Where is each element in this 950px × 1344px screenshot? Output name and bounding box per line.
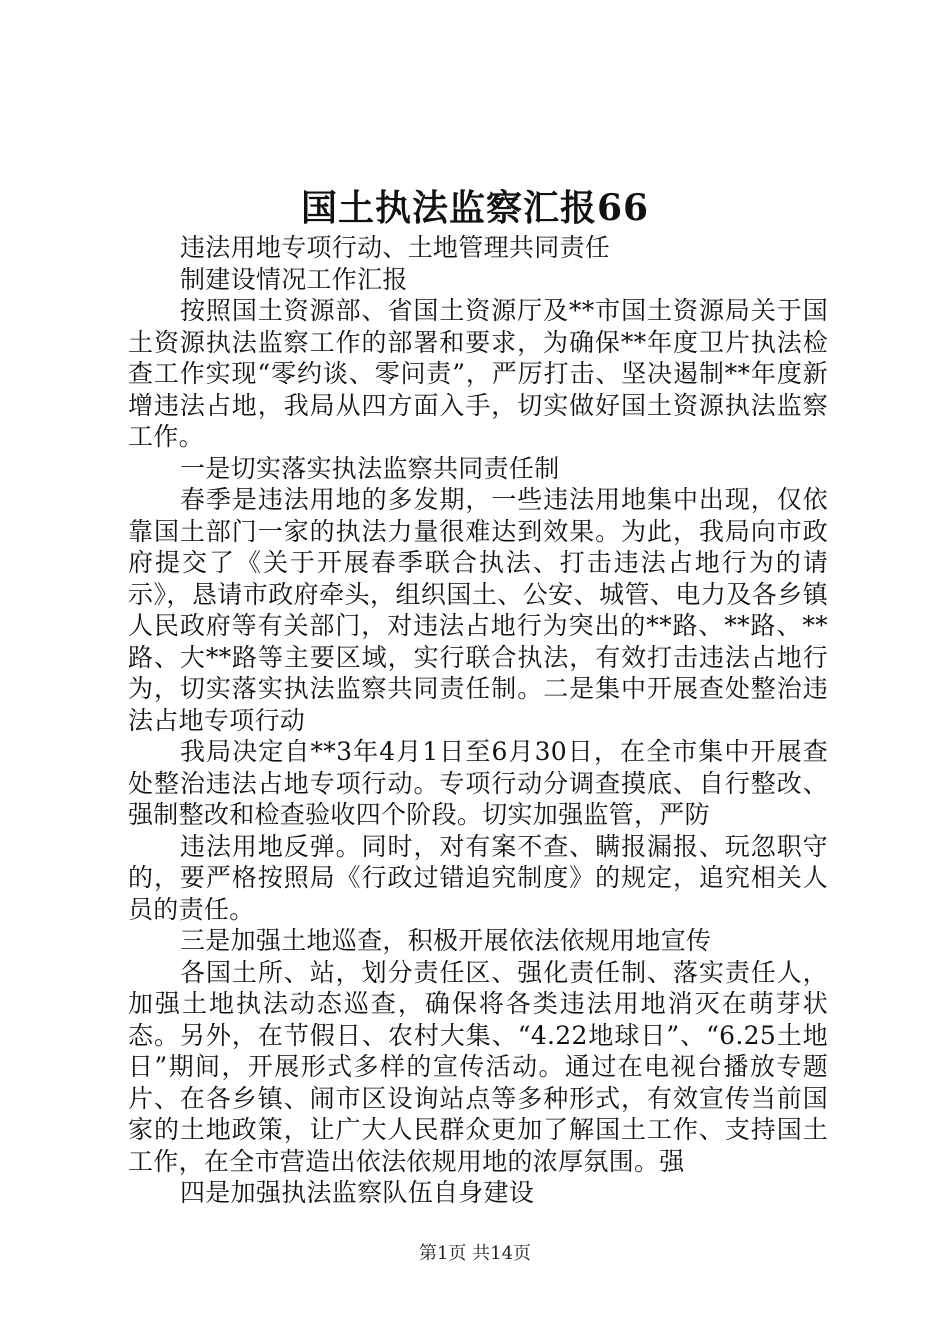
paragraph: 春季是违法用地的多发期，一些违法用地集中出现，仅依靠国土部门一家的执法力量很难达到效果。为此，我局向市政府提交了《关于开展春季联合执法、打击违法占地行为的请示》，恳请市政府牵头，组织国土、公安、城管、电力及各乡镇人民政府等有关部门，对违法占地行为突出的**路、**路、**路、大**路等主要区域，实行联合执法，有效打击违法占地行为，切实落实执法监察共同责任制。二是集中开展查处整治违法占地专项行动 (128, 485, 828, 735)
document-body (128, 232, 828, 1209)
paragraph: 按照国土资源部、省国土资源厅及**市国土资源局关于国土资源执法监察工作的部署和要求，为确保**年度卫片执法检查工作实现“零约谈、零问责”，严厉打击、坚决遏制**年度新增违法占地，我局从四方面入手，切实做好国土资源执法监察工作。 (128, 296, 828, 451)
paragraph: 制建设情况工作汇报 (180, 264, 408, 294)
document-title: 国土执法监察汇报66 (300, 187, 650, 229)
section-heading: 四是加强执法监察队伍自身建设 (180, 1178, 535, 1207)
paragraph: 违法用地反弹。同时，对有案不查、瞒报漏报、玩忽职守的，要严格按照局《行政过错追究制度》的规定，追究相关人员的责任。 (128, 831, 828, 924)
paragraph: 各国土所、站，划分责任区、强化责任制、落实责任人，加强土地执法动态巡查，确保将各类违法用地消灭在萌芽状态。另外，在节假日、农村大集、“4.22地球日”、“6.25土地日”期间，开展形式多样的宣传活动。通过在电视台播放专题片、在各乡镇、闹市区设询站点等多种形式，有效宣传当前国家的土地政策，让广大人民群众更加了解国土工作、支持国土工作，在全市营造出依法依规用地的浓厚氛围。强 (128, 957, 828, 1176)
page-footer: 第1页 共14页 (418, 1243, 532, 1264)
section-heading: 一是切实落实执法监察共同责任制 (180, 453, 560, 483)
section-heading: 三是加强土地巡查，积极开展依法依规用地宣传 (180, 926, 712, 955)
paragraph: 违法用地专项行动、土地管理共同责任 (180, 233, 611, 262)
paragraph: 我局决定自**3年4月1日至6月30日，在全市集中开展查处整治违法占地专项行动。专项行动分调查摸底、自行整改、强制整改和检查验收四个阶段。切实加强监管，严防 (128, 737, 828, 829)
